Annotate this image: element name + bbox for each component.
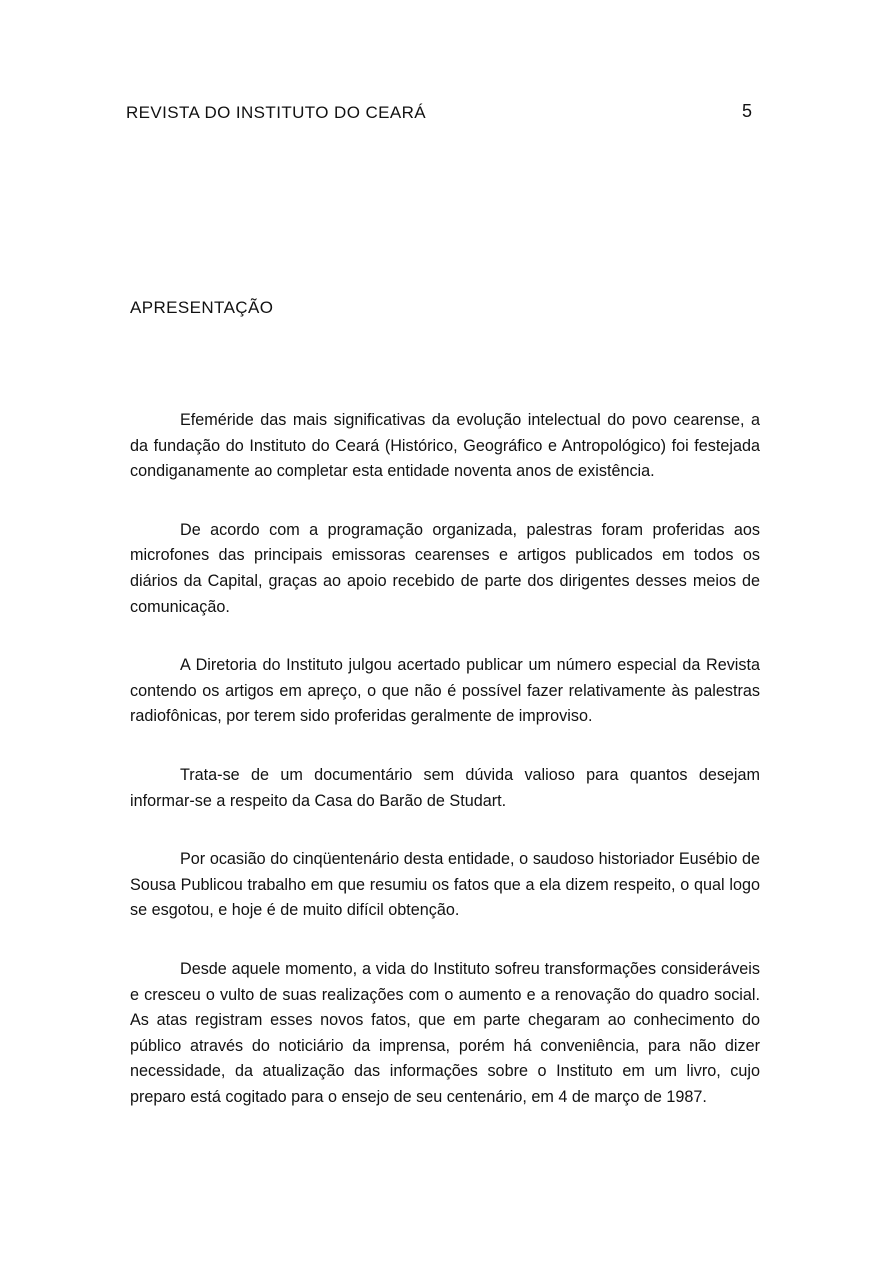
paragraph: Desde aquele momento, a vida do Instituto sofreu transformações consideráveis e cresceu o vulto de suas realizações com o aumento e a renovação do quadro social. As atas registram esses novos fatos, que em parte chegaram ao conhecimento do público através do noticiário da imprensa, porém há conveniência, para não dizer necessidade, da atualização das informações sobre o Instituto em um livro, cujo preparo está cogitado para o ensejo de seu centenário, em 4 de março de 1987. xyxy=(130,959,760,1106)
page-number: 5 xyxy=(742,101,753,121)
paragraph: Efeméride das mais significativas da evolução intelectual do povo cearense, a da fundação do Instituto do Ceará (Histórico, Geográfico e Antropológico) foi festejada condiganamente ao completar esta entidade noventa anos de existência. xyxy=(130,411,760,481)
paragraph: Trata-se de um documentário sem dúvida valioso para quantos desejam informar-se a respeito da Casa do Barão de Studart. xyxy=(130,765,760,810)
paragraph: A Diretoria do Instituto julgou acertado publicar um número especial da Revista contendo os artigos em apreço, o que não é possível fazer relativamente às palestras radiofônicas, por terem sido proferidas geralmente de improviso. xyxy=(130,656,760,726)
running-header-title: REVISTA DO INSTITUTO DO CEARÁ xyxy=(126,103,427,122)
body-text xyxy=(130,408,760,1110)
section-title: APRESENTAÇÃO xyxy=(130,298,274,317)
paragraph: De acordo com a programação organizada, palestras foram proferidas aos microfones das principais emissoras cearenses e artigos publicados em todos os diários da Capital, graças ao apoio recebido de parte dos dirigentes desses meios de comunicação. xyxy=(130,520,760,616)
paragraph: Por ocasião do cinqüentenário desta entidade, o saudoso historiador Eusébio de Sousa Publicou trabalho em que resumiu os fatos que a ela dizem respeito, o qual logo se esgotou, e hoje é de muito difícil obtenção. xyxy=(130,850,760,920)
